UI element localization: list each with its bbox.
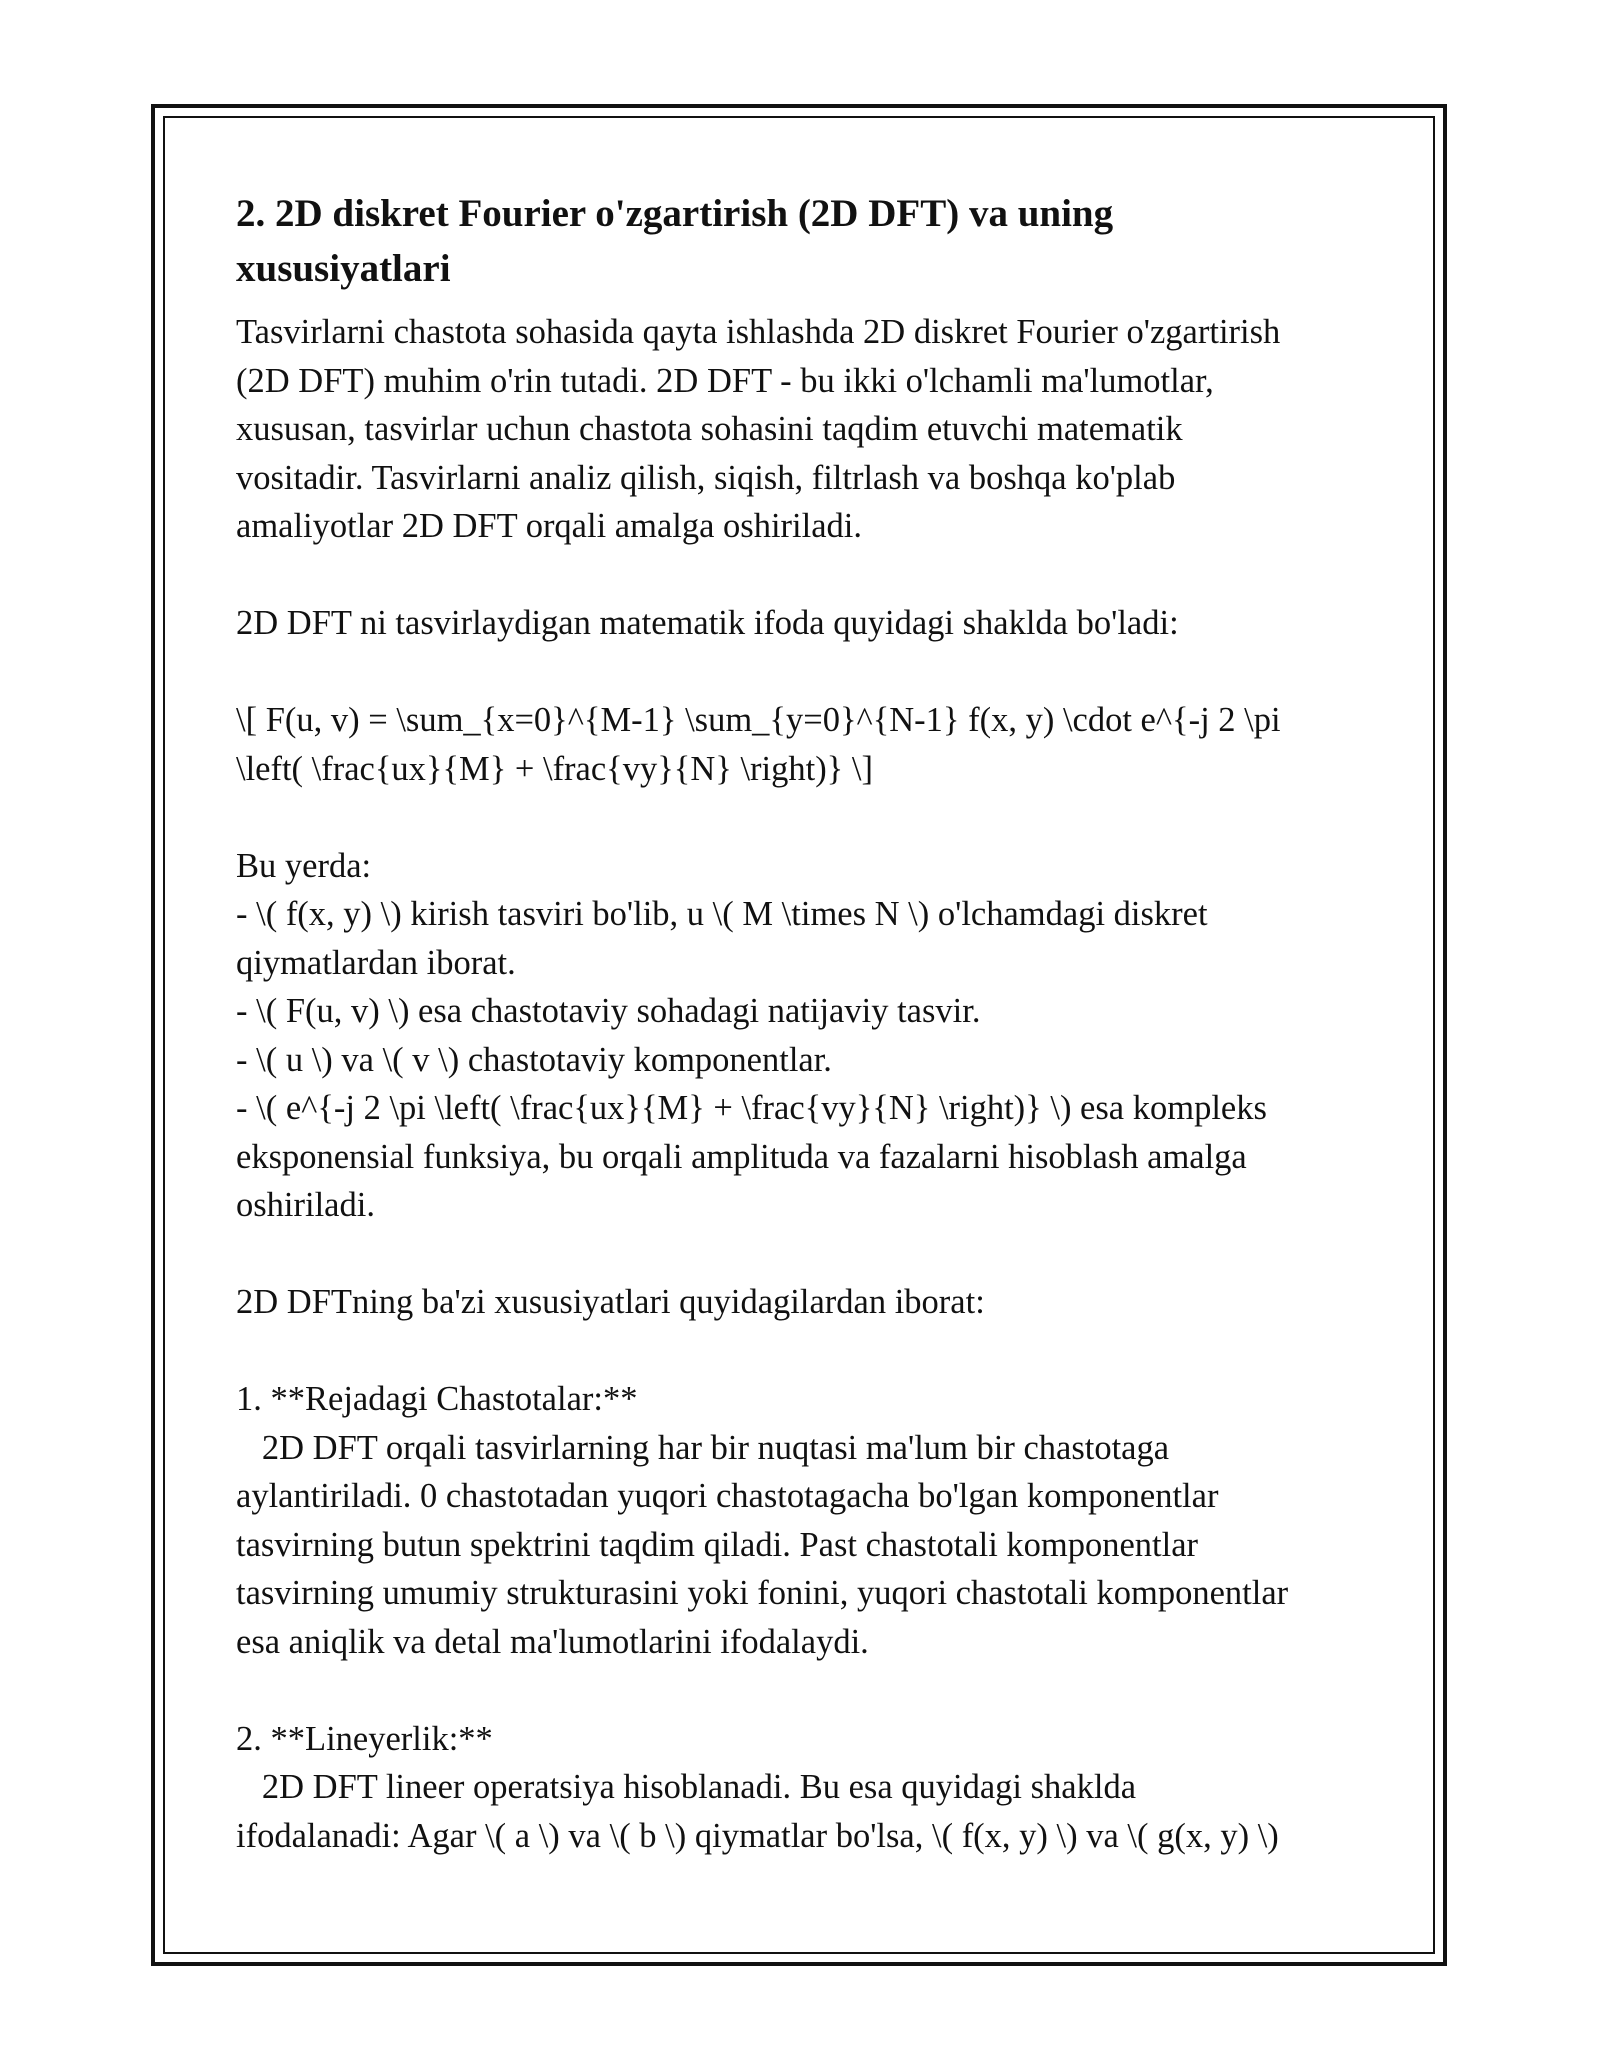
text-line: \[ F(u, v) = \sum_{x=0}^{M-1} \sum_{y=0}^{N-1} f(x, y) \cdot e^{-j 2 \pi [236,701,1281,739]
text-line: - \( F(u, v) \) esa chastotaviy sohadagi natijaviy tasvir. [236,992,981,1030]
text-line: amaliyotlar 2D DFT orqali amalga oshiriladi. [236,507,862,545]
text-line: esa aniqlik va detal ma'lumotlarini ifodalaydi. [236,1622,869,1661]
text-line: \left( \frac{ux}{M} + \frac{vy}{N} \right)} \] [236,749,873,788]
text-line: 2. **Lineyerlik:** [236,1719,493,1758]
blank-line [236,1327,1376,1376]
text-line: tasvirning butun spektrini taqdim qiladi. Past chastotali komponentlar [236,1525,1199,1564]
section-heading [236,186,1376,296]
text-line: 2D DFT lineer operatsiya hisoblanadi. Bu esa quyidagi shaklda [236,1768,1137,1806]
text-line: oshiriladi. [236,1186,375,1224]
text-line: xususan, tasvirlar uchun chastota sohasini taqdim etuvchi matematik [236,410,1183,448]
section-heading-line-2: xususiyatlari [236,247,451,290]
blank-line [236,1230,1376,1279]
text-line: ifodalanadi: Agar \( a \) va \( b \) qiymatlar bo'lsa, \( f(x, y) \) va \( g(x, y) \) [236,1816,1279,1855]
blank-line [236,1666,1376,1715]
text-line: eksponensial funksiya, bu orqali amplituda va fazalarni hisoblash amalga [236,1137,1247,1176]
text-line: 2D DFT ni tasvirlaydigan matematik ifoda quyidagi shaklda bo'ladi: [236,604,1179,642]
text-line: - \( e^{-j 2 \pi \left( \frac{ux}{M} + \frac{vy}{N} \right)} \) esa kompleks [236,1089,1267,1127]
text-line: aylantiriladi. 0 chastotadan yuqori chastotagacha bo'lgan komponentlar [236,1477,1219,1515]
text-line: - \( f(x, y) \) kirish tasviri bo'lib, u \( M \times N \) o'lchamdagi diskret [236,895,1208,933]
text-line: Tasvirlarni chastota sohasida qayta ishlashda 2D diskret Fourier o'zgartirish [236,313,1281,351]
text-line: qiymatlardan iborat. [236,943,516,982]
body-text [236,308,1376,1860]
text-line: tasvirning umumiy strukturasini yoki fonini, yuqori chastotali komponentlar [236,1574,1289,1612]
blank-line [236,648,1376,697]
text-line: 2D DFT orqali tasvirlarning har bir nuqtasi ma'lum bir chastotaga [236,1428,1170,1467]
blank-line [236,551,1376,600]
text-line: 2D DFTning ba'zi xususiyatlari quyidagilardan iborat: [236,1283,985,1321]
text-line: Bu yerda: [236,846,372,885]
text-line: (2D DFT) muhim o'rin tutadi. 2D DFT - bu ikki o'lchamli ma'lumotlar, [236,361,1214,400]
section-heading-line-1: 2. 2D diskret Fourier o'zgartirish (2D DFT) va uning [236,192,1114,235]
text-line: - \( u \) va \( v \) chastotaviy komponentlar. [236,1040,832,1079]
text-line: 1. **Rejadagi Chastotalar:** [236,1380,638,1418]
text-line: vositadir. Tasvirlarni analiz qilish, siqish, filtrlash va boshqa ko'plab [236,458,1176,497]
blank-line [236,793,1376,842]
document-body [236,186,1376,1860]
